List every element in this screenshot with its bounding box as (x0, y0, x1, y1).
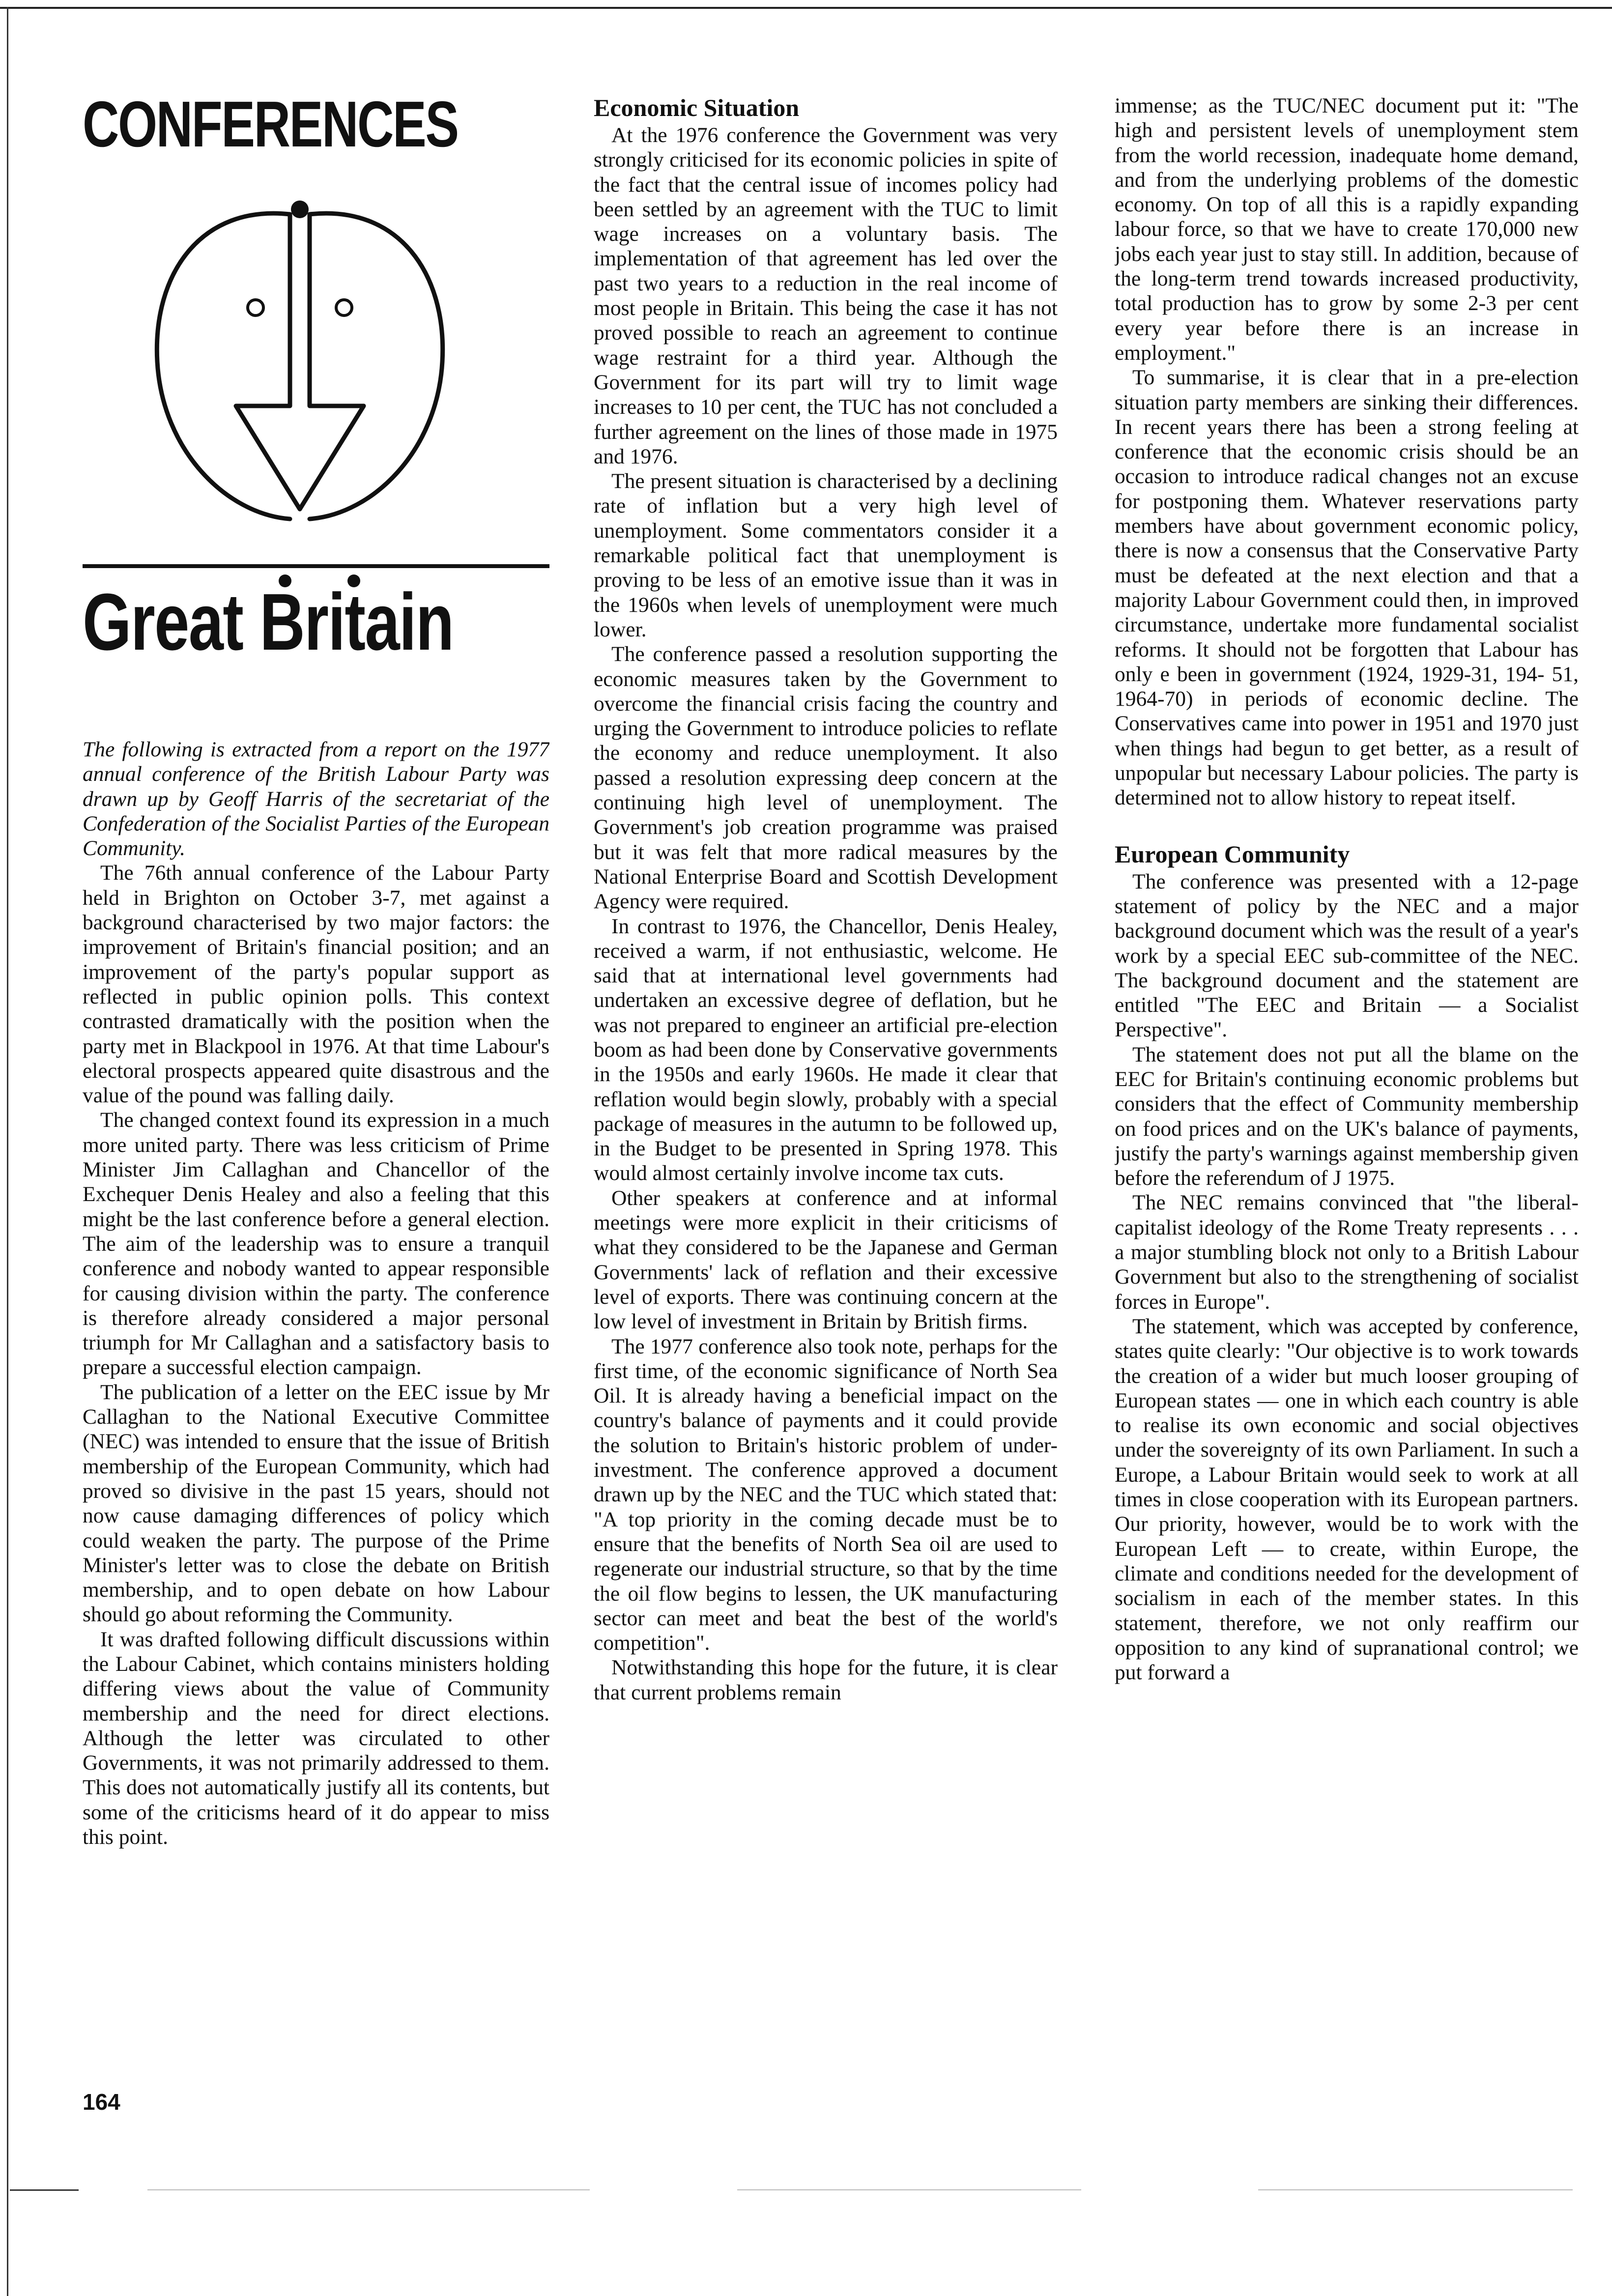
body-paragraph: The statement does not put all the blame on the EEC for Britain's continuing economic problems but considers that the effect of Community membership on food prices and on the UK's balance of payments, justify the party's warnings against membership given before the referendum of J 1975. (1115, 1042, 1579, 1190)
body-paragraph: The present situation is characterised by a declining rate of inflation but a very high level of unemployment. Some commentators consider it a remarkable political fact that unemployment is proving to be less of an emotive issue than it was in the 1960s when levels of unemployment were much lower. (594, 469, 1058, 641)
section-spacer (1115, 810, 1579, 840)
body-paragraph: immense; as the TUC/NEC document put it: "The high and persistent levels of unemployment stem from the world recession, inadequate home demand, and from the underlying problems of the domestic economy. On top of all this is a rapidly expanding labour force, so that we have to create 170,000 new jobs each year just to stay still. In addition, because of the long-term trend towards increased productivity, total production has to grow by some 2-3 per cent every year before there is an increase in employment." (1115, 94, 1579, 365)
title-divider (83, 564, 549, 568)
body-paragraph: The changed context found its expression in a much more united party. There was less criticism of Prime Minister Jim Callaghan and Chancellor of the Exchequer Denis Healey and also a feeling that this might be the last conference before a general election. The aim of the leadership was to ensure a tranquil conference and nobody wanted to appear responsible for causing division within the party. The conference is therefore already considered a major personal triumph for Mr Callaghan and a satisfactory basis to prepare a successful election campaign. (83, 1108, 549, 1379)
body-paragraph: The publication of a letter on the EEC issue by Mr Callaghan to the National Executive Committee (NEC) was intended to ensure that the issue of British membership of the European Community, which had proved so divisive in the past 15 years, should not now cause damaging differences of policy which could weaken the party. The purpose of the Prime Minister's letter was to close the debate on British membership, and to open debate on how Labour should go about reforming the Community. (83, 1380, 549, 1627)
footer-rule (737, 2189, 1081, 2190)
footer-rule (1258, 2189, 1573, 2190)
body-paragraph: The 1977 conference also took note, perhaps for the first time, of the economic significance of North Sea Oil. It is already having a beneficial impact on the country's balance of payments and it could provide the solution to Britain's historic problem of under-investment. The conference approved a document drawn up by the NEC and the TUC which stated that: "A top priority in the coming decade must be to ensure that the benefits of North Sea oil are used to regenerate our industrial structure, so that by the time the oil flow begins to lessen, the UK manufacturing sector can meet and beat the best of the world's competition". (594, 1334, 1058, 1655)
body-paragraph: Other speakers at conference and at informal meetings were more explicit in their criticisms of what they considered to be the Japanese and German Governments' lack of reflation and their excessive level of exports. There was continuing concern at the low level of investment in Britain by British firms. (594, 1186, 1058, 1334)
body-paragraph: It was drafted following difficult discussions within the Labour Cabinet, which contains ministers holding differing views about the value of Community membership and the need for direct elections. Although the letter was circulated to other Governments, it was not primarily addressed to them. This does not automatically justify all its contents, but some of the criticisms heard of it do appear to miss this point. (83, 1627, 549, 1849)
body-paragraph: The 76th annual conference of the Labour Party held in Brighton on October 3-7, met against a background characterised by two major factors: the improvement of Britain's financial position; and an improvement of the party's popular support as reflected in public opinion polls. This context contrasted dramatically with the position when the party met in Blackpool in 1976. At that time Labour's electoral prospects appeared quite disastrous and the value of the pound was falling daily. (83, 861, 549, 1108)
country-title: Great Britain (83, 577, 454, 667)
body-paragraph: In contrast to 1976, the Chancellor, Denis Healey, received a warm, if not enthusiastic, welcome. He said that at international level governments had undertaken an excessive degree of deflation, but he was not prepared to engineer an artificial pre-election boom as had been done by Conservative governments in the 1950s and early 1960s. He made it clear that reflation would begin slowly, probably with a special package of measures in the autumn to be followed up, in the Budget to be presented in Spring 1978. This would almost certainly involve income tax cuts. (594, 914, 1058, 1185)
left-border-rule (7, 7, 8, 2296)
economic-heading: Economic Situation (594, 94, 800, 121)
body-paragraph: The NEC remains convinced that "the liberal-capitalist ideology of the Rome Treaty represents . . . a major stumbling block not only to a British Labour Government but also to the strengthening of socialist forces in Europe". (1115, 1191, 1579, 1314)
footer-rule (10, 2189, 79, 2191)
column-1 (83, 737, 549, 2094)
body-paragraph: The statement, which was accepted by conference, states quite clearly: "Our objective is to work towards the creation of a wider but much looser grouping of European states — one in which each country is able to realise its own economic and social objectives under the sovereignty of its own Parliament. In such a Europe, a Labour Britain would seek to work at all times in close cooperation with its European partners. Our priority, however, would be to work with the European Left — to create, within Europe, the climate and conditions needed for the development of socialism in each of the member states. In this statement, therefore, we not only reaffirm our opposition to any kind of supranational control; we put forward a (1115, 1314, 1579, 1685)
body-paragraph: At the 1976 conference the Government was very strongly criticised for its economic policies in spite of the fact that the central issue of incomes policy had been settled by an agreement with the TUC to limit wage increases on a voluntary basis. The implementation of that agreement has led over the past two years to a reduction in the real income of most people in Britain. This being the case it has not proved possible to reach an agreement to continue wage restraint for a third year. Although the Government for its part will try to limit wage increases to 10 per cent, the TUC has not concluded a further agreement on the lines of those made in 1975 and 1976. (594, 123, 1058, 468)
section-title: CONFERENCES (83, 88, 458, 160)
top-border-rule (0, 7, 1612, 9)
body-paragraph: Notwithstanding this hope for the future, it is clear that current problems remain (594, 1656, 1058, 1704)
body-paragraph: The conference was presented with a 12-page statement of policy by the NEC and a major background document which was the result of a year's work by a special EEC sub-committee of the NEC. The background document and the statement are entitled "The EEC and Britain — a Socialist Perspective". (1115, 869, 1579, 1042)
conference-emblem-icon (143, 175, 457, 529)
body-paragraph: To summarise, it is clear that in a pre-election situation party members are sinking their differences. In recent years there has been a strong feeling at conference that the economic crisis should be an occasion to introduce radical changes not an excuse for postponing them. Whatever reservations party members have about government economic policy, there is now a consensus that the Conservative Party must be defeated at the next election and that a majority Labour Government could then, in improved circumstance, undertake more fundamental socialist reforms. It should not be forgotten that Labour has only e been in government (1924, 1929-31, 194- 51, 1964-70) in periods of economic decline. The Conservatives came into power in 1951 and 1970 just when things had begun to get better, as a result of unpopular but necessary Labour policies. The party is determined not to allow history to repeat itself. (1115, 366, 1579, 810)
body-paragraph: The conference passed a resolution supporting the economic measures taken by the Government to overcome the financial crisis facing the country and urging the Government to introduce policies to reflate the economy and reduce unemployment. It also passed a resolution expressing deep concern at the continuing high level of unemployment. The Government's job creation programme was praised but it was felt that more radical measures by the National Enterprise Board and Scottish Development Agency were required. (594, 642, 1058, 914)
european-heading: European Community (1115, 840, 1350, 868)
column-2 (594, 93, 1058, 2089)
intro-paragraph: The following is extracted from a report on the 1977 annual conference of the British Labour Party was drawn up by Geoff Harris of the secretariat of the Confederation of the Socialist Parties of the European Community. (83, 738, 549, 861)
column-3 (1115, 93, 1579, 2089)
footer-rule (147, 2189, 590, 2190)
page-number: 164 (83, 2089, 120, 2115)
